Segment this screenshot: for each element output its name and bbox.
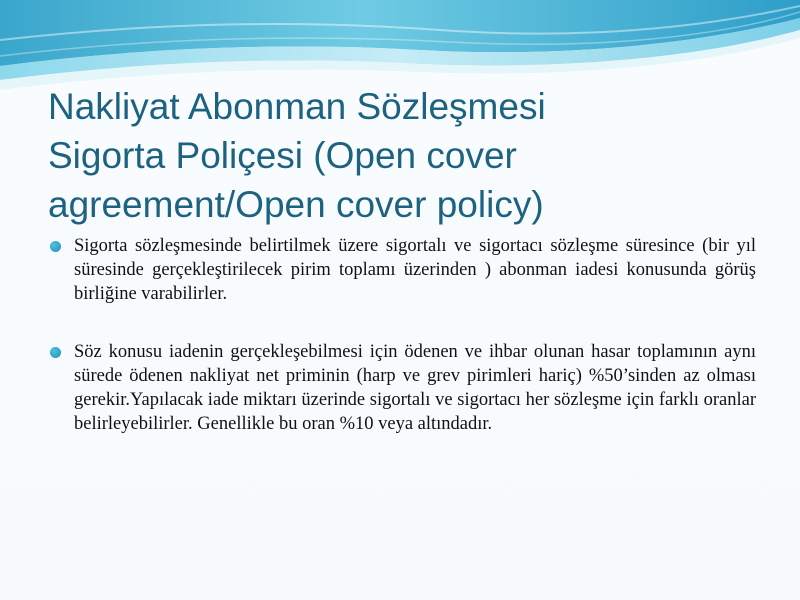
title-line: Nakliyat Abonman Sözleşmesi	[48, 86, 546, 127]
bullet-dot-icon	[50, 347, 61, 358]
bullet-item	[48, 234, 756, 306]
bullet-list	[48, 234, 756, 436]
title-line: Sigorta Poliçesi (Open cover	[48, 135, 517, 176]
bullet-text: Söz konusu iadenin gerçekleşebilmesi için ödenen ve ihbar olunan hasar toplamının aynı sürede ödenen nakliyat net priminin (harp ve grev pirimleri hariç) %50’sinden az olması gerekir.Yapılacak iade miktarı üzerinde sigortalı ve sigortacı her sözleşme için farklı oranlar belirleyebilirler. Genellikle bu oran %10 veya altındadır.	[74, 342, 756, 434]
slide-title	[48, 82, 768, 229]
bullet-text: Sigorta sözleşmesinde belirtilmek üzere sigortalı ve sigortacı sözleşme süresince (bir yıl süresinde gerçekleştirilecek pirim toplamı üzerinden ) abonman iadesi konusunda görüş birliğine varabilirler.	[74, 236, 756, 304]
title-line: agreement/Open cover policy)	[48, 184, 544, 225]
bullet-item	[48, 340, 756, 436]
bullet-dot-icon	[50, 241, 61, 252]
